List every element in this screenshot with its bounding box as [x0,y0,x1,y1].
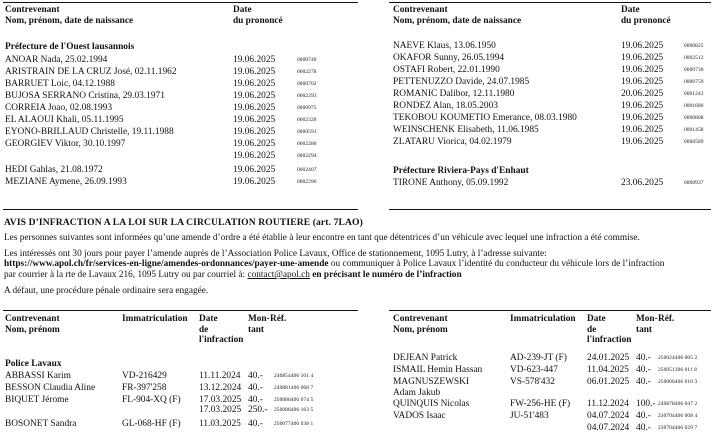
tl-row-date: 19.06.2025 [233,115,276,125]
tr-row-ref: 0001680 [684,103,704,109]
bl-row-plate: GL-068-HF (F) [122,419,181,429]
notice-p2-mid: ou communiquer à Police Lavaux l’identité du conducteur du véhicule lors de l’infraction [328,259,665,270]
tl-row-name: CORREIA Joao, 02.08.1993 [5,103,113,113]
tl-row-date: 19.06.2025 [233,79,276,89]
notice-block [4,218,710,296]
tl-header-date: Date du prononcé [233,5,283,26]
br-row-name: DEJEAN Patrick [393,353,458,363]
br-row-amount: 100.- [636,399,656,409]
tl-row-date: 19.06.2025 [233,67,276,77]
bl-header-contrevenant: Contrevenant Nom, prénom [5,314,60,335]
br-row-ref: 230704406 008 4 [658,413,698,419]
bl-row-date: 17.03.2025 [199,405,242,415]
tr-row-name: ZLATARU Viorica, 04.02.1979 [393,137,512,147]
bl-row-name: BOSONET Sandra [5,419,77,429]
bl-row-ref: 240854406 101 4 [274,373,314,379]
bl-row-date: 11.03.2025 [199,419,241,429]
tr-section-row-name: TIRONE Anthony, 05.09.1992 [393,178,509,188]
tl-row-name: ANOAR Nada, 25.02.1994 [5,55,108,65]
br-row-date: 04.07.2024 [587,411,630,421]
bl-section-title: Police Lavaux [5,359,62,369]
notice-p2-mail-intro: par courrier à la rte de Lavaux 216, 1095 Lutry ou par courriel à: [4,270,248,281]
bl-row-ref: 250077406 038 1 [274,421,314,427]
bl-row-name: ABBASSI Karim [5,371,71,381]
tl-row-ref: 0002293 [297,93,317,99]
tr-row-date: 19.06.2025 [621,77,664,87]
tl-row-ref: 0002396 [297,179,317,185]
payment-url-link[interactable]: https://www.apol.ch/fr/services-en-ligne/amendes-ordonnances/payer-une-amende [4,259,329,270]
bl-row-amount: 40.- [248,371,263,381]
contact-email-link[interactable]: contact@apol.ch [247,270,310,281]
tl-row-ref: 0002407 [297,167,317,173]
tr-header-date: Date du prononcé [621,5,671,26]
tr-row-ref: 0001458 [684,127,704,133]
tr-row-ref: 0000825 [684,43,704,49]
tr-row-ref: 0002512 [684,55,704,61]
br-row-ref: 250006406 010 3 [658,379,698,385]
tr-row-date: 19.06.2025 [621,125,664,135]
tl-row-ref: 0000975 [297,105,317,111]
tr-row-date: 19.06.2025 [621,65,664,75]
bl-row-date: 11.11.2024 [199,371,241,381]
br-row-date: 11.04.2025 [587,365,629,375]
bl-row-amount: 250.- [248,405,268,415]
tr-header-contrevenant: Contrevenant Nom, prénom, date de naissance [393,5,522,26]
tr-row-name: OKAFOR Sunny, 26.05.1994 [393,53,505,63]
bl-row-plate: FR-397'258 [122,383,167,393]
bl-header-amount: Mon- tant [248,314,270,335]
br-row-amount: 40.- [636,353,651,363]
tl-row-date: 19.06.2025 [233,127,276,137]
tl-row-ref: 0000740 [297,57,317,63]
notice-title: AVIS D’INFRACTION A LA LOI SUR LA CIRCULATION ROUTIERE (art. 7LAO) [4,217,363,228]
bl-row-ref: 250086406 163 5 [274,407,314,413]
tl-header-contrevenant: Contrevenant Nom, prénom, date de naissance [5,5,134,26]
notice-p2-end: en précisant le numéro de l’infraction [309,270,462,281]
br-header-plate: Immatriculation [510,314,576,324]
br-header-amount: Mon- tant [636,314,658,335]
br-row-amount: 40.- [636,377,651,387]
tr-row-date: 20.06.2025 [621,89,664,99]
br-row-date: 24.01.2025 [587,353,630,363]
tr-row-date: 19.06.2025 [621,53,664,63]
bl-row-name: BIQUET Jérome [5,395,69,405]
br-row-amount: 40.- [636,365,651,375]
tr-row-date: 19.06.2025 [621,101,664,111]
bl-row-ref: 240881406 068 7 [274,385,314,391]
br-row-name: VADOS Isaac [393,411,446,421]
br-row-amount: 40.- [636,423,651,433]
tr-row-ref: 0000808 [684,115,704,121]
tr-row-name: TEKOBOU KOUMETIO Emerance, 08.03.1980 [393,113,577,123]
tl-row-date: 19.06.2025 [233,165,276,175]
bl-row-plate: FL-904-XQ (F) [122,395,181,405]
tr-row-date: 19.06.2025 [621,113,664,123]
tr-row-ref: 0001243 [684,91,704,97]
tr-row-ref: 0000589 [684,139,704,145]
br-row-plate: VS-578'432 [510,377,555,387]
tl-row-name: ARISTRAIN DE LA CRUZ José, 02.11.1962 [5,67,177,77]
br-row-date: 04.07.2024 [587,423,630,433]
tl-row-ref: 0000591 [297,129,317,135]
tl-row-name: BUJOSA SERRANO Cristina, 29.03.1971 [5,91,165,101]
br-row-ref: 250051306 011 8 [658,367,698,373]
tl-row-name: HEDI Gahlas, 21.08.1972 [5,165,103,175]
tr-row-name: OSTAFI Robert, 22.01.1990 [393,65,500,75]
tr-row-date: 19.06.2025 [621,137,664,147]
tr-row-ref: 0000730 [684,67,704,73]
tl-row-date: 19.06.2025 [233,91,276,101]
tr-section-row-ref: 0000937 [684,180,704,186]
tr-row-name: RONDEZ Alan, 18.05.2003 [393,101,498,111]
br-row-plate: AD-239-JT (F) [510,353,567,363]
tr-row-name: WEINSCHENK Elisabeth, 11.06.1985 [393,125,539,135]
tl-row-name: EL ALAOUI Khali, 05.11.1995 [5,115,124,125]
bl-row-date: 17.03.2025 [199,395,242,405]
br-row-ref: 240878406 047 2 [658,401,698,407]
br-row-name: MAGNUSZEWSKI [393,377,470,387]
br-row-name: QUINQUIS Nicolas [393,399,470,409]
tr-row-name: PETTENUZZO Davide, 24.07.1985 [393,77,530,87]
notice-paragraph-1: Les personnes suivantes sont informées qu’une amende d’ordre a été établie à leur encontre en tant que détentrices d’un véhicule avec lequel une infraction a été commise. [4,232,640,243]
tl-row-name: GEORGIEV Viktor, 30.10.1997 [5,139,126,149]
tl-row-ref: 0002294 [297,153,317,159]
tl-row-name: BARRUET Loic, 04.12.1988 [5,79,115,89]
tl-row-ref: 0002320 [297,117,317,123]
tl-row-date: 19.06.2025 [233,139,276,149]
br-row-plate: FW-256-HE (F) [510,399,571,409]
tl-row-ref: 0000702 [297,81,317,87]
tr-row-name: NAEVE Klaus, 13.06.1950 [393,41,496,51]
br-row-date: 11.12.2024 [587,399,629,409]
tl-row-date: 19.06.2025 [233,177,276,187]
bl-row-ref: 250086406 074 5 [274,397,314,403]
br-header-ref: Réf. [658,314,675,324]
notice-p2-intro: Les intéressés ont 30 jours pour payer l’amende auprès de l’Association Police Lavaux, Office de stationnement, 1095 Lutry, à l’adresse suivante: [4,248,547,259]
br-row-name: ISMAIL Hemin Hassan [393,365,483,375]
bl-row-amount: 40.- [248,419,263,429]
bl-header-plate: Immatriculation [122,314,188,324]
bl-header-date: Date de l'infraction [199,314,244,345]
tr-section-title: Préfecture Riviera-Pays d'Enhaut [393,166,529,176]
br-row-plate: VD-623-447 [510,365,558,375]
br-header-date: Date de l'infraction [587,314,632,345]
bl-header-ref: Réf. [270,314,287,324]
bl-row-amount: 40.- [248,383,263,393]
notice-paragraph-3: A défaut, une procédure pénale ordinaire sera engagée. [4,285,209,296]
bl-row-plate: VD-216429 [122,371,167,381]
bl-row-date: 13.12.2024 [199,383,242,393]
tl-row-date: 19.06.2025 [233,103,276,113]
notice-paragraph-2 [4,249,710,281]
br-row-name-line2: Adam Jakub [393,388,441,398]
tl-row-date: 19.06.2025 [233,151,276,161]
tl-row-name: EYONO-BRILLAUD Christelle, 19.11.1988 [5,127,174,137]
br-row-ref: 250024406 005 2 [658,355,698,361]
tl-row-name: MEZIANE Aymene, 26.09.1993 [5,177,127,187]
tr-row-name: ROMANIC Dalibor, 12.11.1980 [393,89,515,99]
tr-row-date: 19.06.2025 [621,41,664,51]
br-row-plate: JU-51'483 [510,411,549,421]
tl-row-ref: 0002286 [297,141,317,147]
tl-row-ref: 0002278 [297,69,317,75]
tl-row-date: 19.06.2025 [233,55,276,65]
bl-row-name: BESSON Claudia Aline [5,383,96,393]
tr-section-row-date: 23.06.2025 [621,178,664,188]
tr-row-ref: 0000759 [684,79,704,85]
br-row-amount: 40.- [636,411,651,421]
bl-row-amount: 40.- [248,395,263,405]
br-header-contrevenant: Contrevenant Nom, prénom [393,314,448,335]
br-row-ref: 230704406 029 7 [658,425,698,431]
br-row-date: 06.01.2025 [587,377,630,387]
tl-section-title: Préfecture de l'Ouest lausannois [5,42,135,52]
